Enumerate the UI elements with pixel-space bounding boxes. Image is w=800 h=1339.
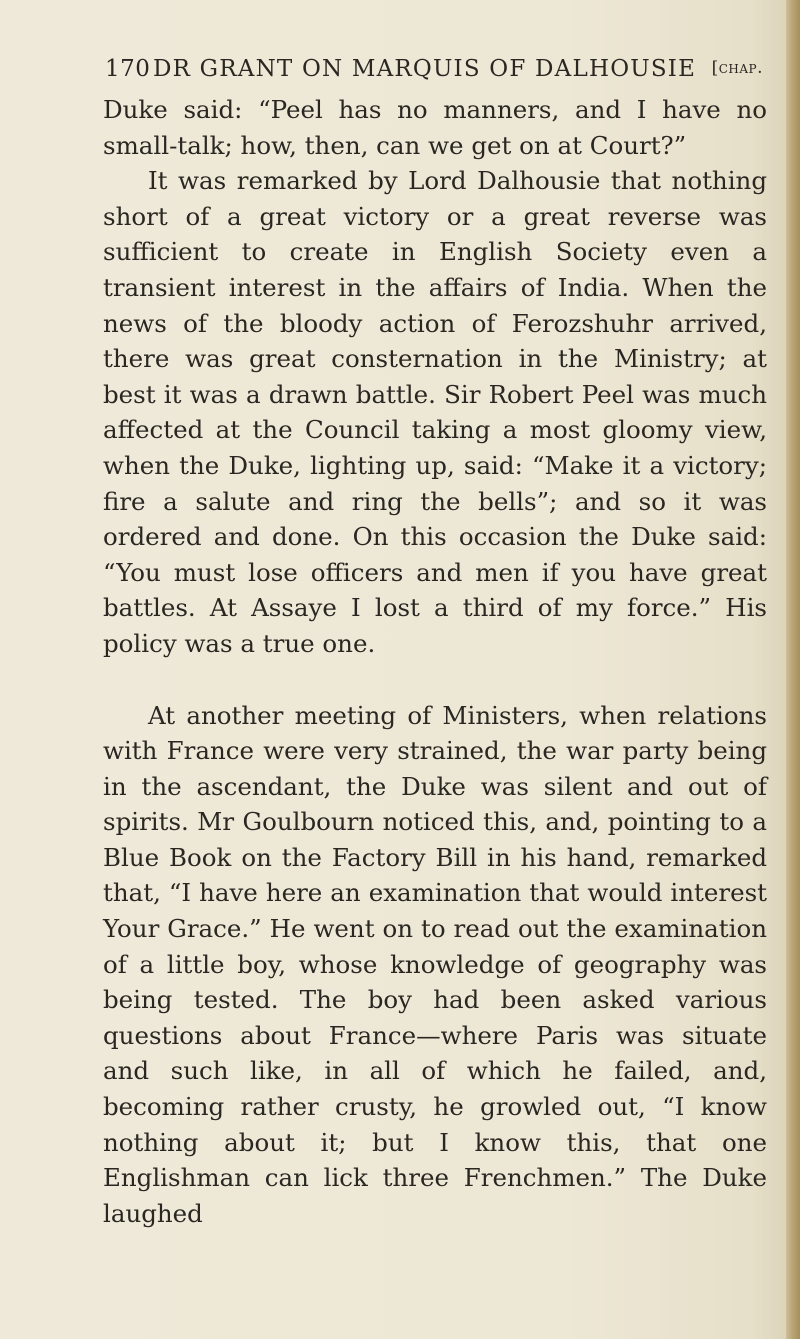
chapter-mark: [chap. (711, 58, 763, 78)
running-title: DR GRANT ON MARQUIS OF DALHOUSIE (153, 56, 697, 82)
running-header (105, 56, 765, 86)
page-number: 170 (105, 56, 151, 82)
paragraph: At another meeting of Ministers, when relations with France were very strained, the war party being in the ascendant, the Duke was silent and out of spirits. Mr Goulbourn noticed this, and, pointing to a Blue Book on the Factory Bill in his hand, remarked that, “I have here an examination that would interest Your Grace.” He went on to read out the examination of a little boy, whose knowledge of geography was being tested. The boy had been asked various questions about France—where Paris was situate and such like, in all of which he failed, and, becoming rather crusty, he growled out, “I know nothing about it; but I know this, that one Englishman can lick three Frenchmen.” The Duke laughed (103, 700, 767, 1228)
paragraph-continued: Duke said: “Peel has no manners, and I have no small-talk; how, then, can we get on at Court?” (103, 95, 767, 160)
paragraph: It was remarked by Lord Dalhousie that nothing short of a great victory or a great reverse was sufficient to create in English Society even a transient interest in the affairs of India. When the news of the bloody action of Ferozshuhr arrived, there was great consternation in the Ministry; at best it was a drawn battle. Sir Robert Peel was much affected at the Council taking a most gloomy view, when the Duke, lighting up, said: “Make it a victory; fire a salute and ring the bells”; and so it was ordered and done. On this occasion the Duke said: “You must lose officers and men if you have great battles. At Assaye I lost a third of my force.” His policy was a true one. (103, 166, 767, 658)
page-binding-edge (786, 0, 800, 1339)
paragraph-gap (103, 662, 767, 698)
body-text (103, 92, 767, 1231)
